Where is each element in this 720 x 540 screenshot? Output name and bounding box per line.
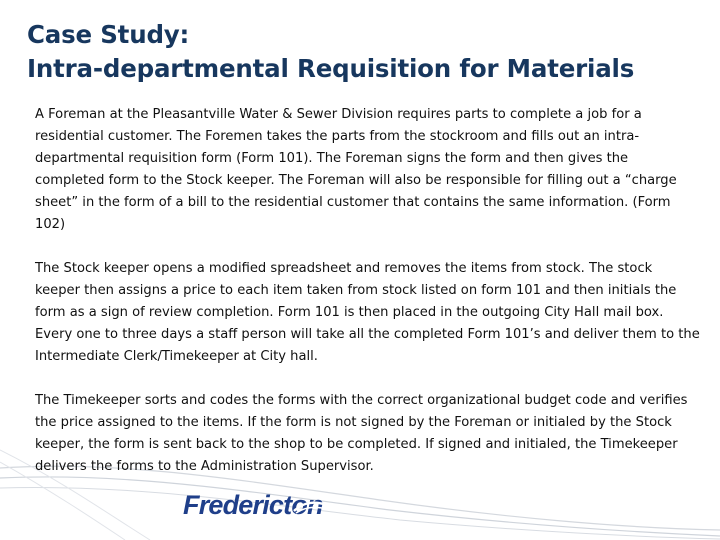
- fredericton-logo: [183, 487, 329, 523]
- case-study-body: [35, 104, 700, 478]
- slide-title: [27, 18, 707, 86]
- paragraph-foreman: A Foreman at the Pleasantville Water & Sewer Division requires parts to complete a job for a residential customer. The Foremen takes the parts from the stockroom and fills out an intra-departmental requisition form (Form 101). The Foreman signs the form and then gives the completed form to the Stock keeper. The Foreman will also be responsible for filling out a “charge sheet” in the form of a bill to the residential customer that contains the same information. (Form 102): [35, 107, 677, 232]
- title-line-2: Intra-departmental Requisition for Materials: [27, 54, 635, 83]
- title-line-1: Case Study:: [27, 20, 190, 49]
- logo-wordmark: Fredericton: [183, 490, 323, 520]
- paragraph-timekeeper: The Timekeeper sorts and codes the forms with the correct organizational budget code and verifies the price assigned to the items. If the form is not signed by the Foreman or initialed by the Stock keeper, the form is sent back to the shop to be completed. If signed and initialed, the Timekeeper delivers the forms to the Administration Supervisor.: [35, 393, 688, 474]
- paragraph-stock-keeper: The Stock keeper opens a modified spreadsheet and removes the items from stock. The stock keeper then assigns a price to each item taken from stock listed on form 101 and then initials the form as a sign of review completion. Form 101 is then placed in the outgoing City Hall mail box. Every one to three days a staff person will take all the completed Form 101’s and deliver them to the Intermediate Clerk/Timekeeper at City hall.: [35, 261, 700, 364]
- logo-swoosh-icon: [293, 498, 329, 516]
